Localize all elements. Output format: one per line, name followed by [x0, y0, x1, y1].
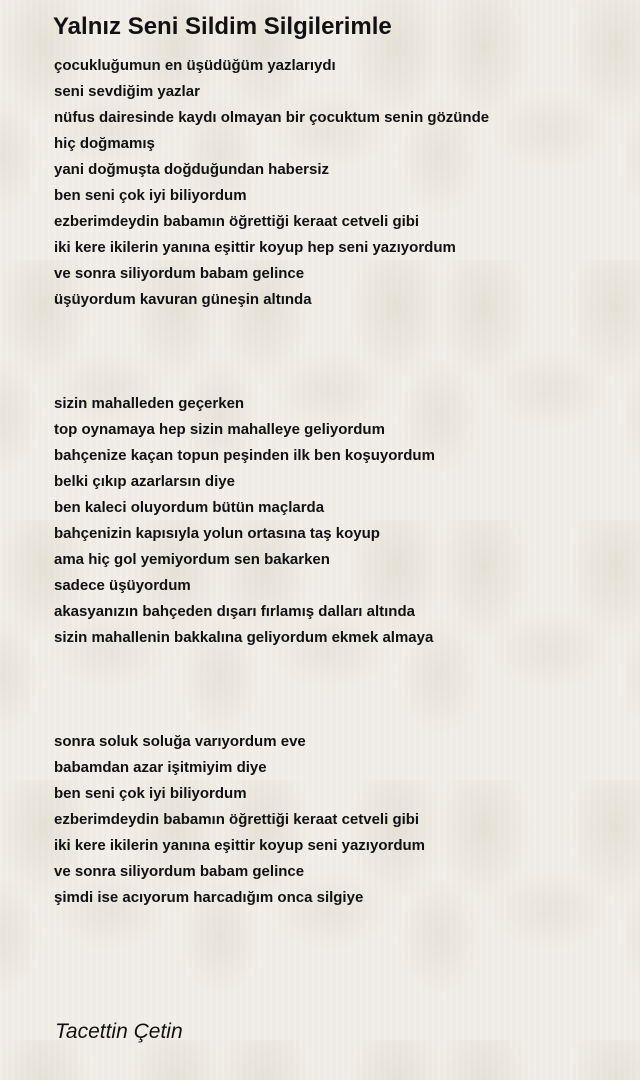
poem-line: akasyanızın bahçeden dışarı fırlamış dalları altında	[54, 603, 415, 620]
poem-line: bahçenize kaçan topun peşinden ilk ben koşuyordum	[54, 447, 435, 464]
poem-line: üşüyordum kavuran güneşin altında	[54, 291, 312, 308]
poem-line: çocukluğumun en üşüdüğüm yazlarıydı	[54, 57, 336, 74]
poem-line: ben seni çok iyi biliyordum	[54, 785, 247, 802]
poem-line: sizin mahallenin bakkalına geliyordum ekmek almaya	[54, 629, 434, 646]
poem-line: babamdan azar işitmiyim diye	[54, 759, 267, 776]
poem-line: ben kaleci oluyordum bütün maçlarda	[54, 499, 325, 516]
poem-body	[54, 53, 624, 911]
poem-line: hiç doğmamış	[54, 135, 155, 152]
poem-line: yani doğmuşta doğduğundan habersiz	[54, 161, 330, 178]
poem-line: ben seni çok iyi biliyordum	[54, 187, 247, 204]
poem-line: sadece üşüyordum	[54, 577, 191, 594]
poem-line: belki çıkıp azarlarsın diye	[54, 473, 235, 490]
poem-author: Tacettin Çetin	[55, 1020, 183, 1043]
poem-line: sonra soluk soluğa varıyordum eve	[54, 733, 306, 750]
poem-line: ezberimdeydin babamın öğrettiği keraat cetveli gibi	[54, 213, 420, 230]
poem-line: sizin mahalleden geçerken	[54, 395, 245, 412]
poem-line: nüfus dairesinde kaydı olmayan bir çocuktum senin gözünde	[54, 109, 490, 126]
poem-line: ve sonra siliyordum babam gelince	[54, 863, 305, 880]
stanza-1	[54, 53, 624, 313]
poem-line: ezberimdeydin babamın öğrettiği keraat cetveli gibi	[54, 811, 420, 828]
poem-line: iki kere ikilerin yanına eşittir koyup seni yazıyordum	[54, 837, 425, 854]
poem-line: iki kere ikilerin yanına eşittir koyup hep seni yazıyordum	[54, 239, 456, 256]
poem-line: bahçenizin kapısıyla yolun ortasına taş koyup	[54, 525, 380, 542]
poem-line: ve sonra siliyordum babam gelince	[54, 265, 305, 282]
poem-line: ama hiç gol yemiyordum sen bakarken	[54, 551, 330, 568]
poem-line: şimdi ise acıyorum harcadığım onca silgiye	[54, 889, 364, 906]
poem-line: top oynamaya hep sizin mahalleye geliyordum	[54, 421, 385, 438]
stanza-2	[54, 391, 624, 651]
stanza-3	[54, 729, 624, 911]
poem-line: seni sevdiğim yazlar	[54, 83, 200, 100]
poem-title: Yalnız Seni Sildim Silgilerimle	[53, 13, 392, 40]
